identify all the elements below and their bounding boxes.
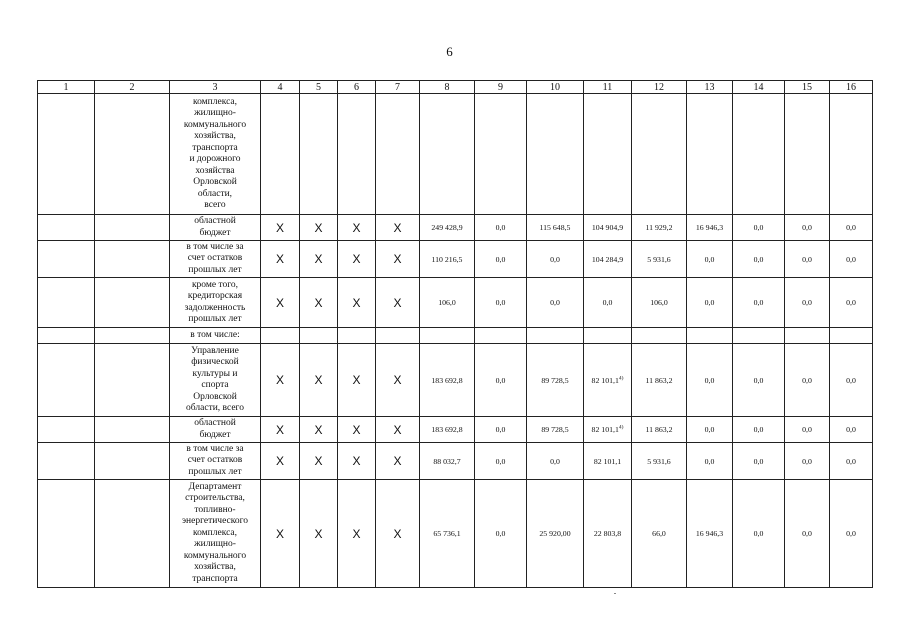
- value-cell: [527, 278, 584, 328]
- table-row: [38, 215, 873, 241]
- table-row: [38, 443, 873, 480]
- value-text: 0,0: [495, 223, 506, 232]
- value-cell: [584, 241, 632, 278]
- value-text: 82 101,1: [591, 425, 619, 434]
- column-header: 6: [338, 81, 376, 94]
- row-label: [170, 241, 261, 278]
- value-text: 0,0: [495, 298, 506, 307]
- value-cell: [785, 344, 830, 417]
- row-label: [170, 328, 261, 344]
- page-number: 6: [446, 44, 453, 59]
- value-text: 0,0: [753, 254, 764, 264]
- value-cell: [632, 215, 687, 241]
- column-header: 2: [95, 81, 170, 94]
- value-text: 0,0: [602, 298, 613, 307]
- row-label: [170, 480, 261, 588]
- value-cell: [632, 344, 687, 417]
- table-row: [38, 94, 873, 215]
- value-cell: [632, 480, 687, 588]
- value-cell: [830, 241, 873, 278]
- row-label-line: транспорта: [192, 142, 238, 153]
- row-label: [170, 443, 261, 480]
- cell-col2: [95, 94, 170, 215]
- value-text: 104 904,9: [591, 223, 624, 232]
- x-mark-cell: X: [376, 480, 420, 588]
- x-mark-cell: [261, 328, 300, 344]
- value-text: 5 931,6: [647, 456, 671, 466]
- column-header: 10: [527, 81, 584, 94]
- row-label-line: комплекса,: [192, 527, 238, 538]
- row-label: [170, 417, 261, 443]
- value-text: 0,0: [802, 254, 812, 264]
- value-text: 22 803,8: [593, 529, 622, 538]
- column-header: 3: [170, 81, 261, 94]
- value-cell: [687, 94, 733, 215]
- value-cell: [475, 443, 527, 480]
- value-cell: [733, 241, 785, 278]
- value-cell: [475, 328, 527, 344]
- value-cell: [632, 278, 687, 328]
- row-label-line: Управление: [191, 345, 239, 356]
- row-label-line: хозяйства,: [194, 131, 236, 141]
- value-text: 0,0: [846, 375, 856, 385]
- x-mark-cell: X: [261, 417, 300, 443]
- x-mark-cell: X: [300, 344, 338, 417]
- column-header: 9: [475, 81, 527, 94]
- row-label-line: области, всего: [186, 403, 244, 413]
- value-text: 82 101,1: [593, 456, 622, 466]
- table-row: [38, 278, 873, 328]
- value-cell: [785, 417, 830, 443]
- table-row: [38, 417, 873, 443]
- value-cell: [420, 480, 475, 588]
- value-cell: [830, 94, 873, 215]
- value-cell: [733, 215, 785, 241]
- column-header: 4: [261, 81, 300, 94]
- cell-col1: [38, 443, 95, 480]
- x-mark-cell: X: [261, 215, 300, 241]
- value-text: 0,0: [704, 375, 715, 385]
- row-label-line: областной: [194, 216, 236, 226]
- value-cell: [733, 328, 785, 344]
- value-text: 0,0: [753, 223, 764, 232]
- row-label-line: в том числе за: [186, 241, 244, 252]
- value-cell: [830, 215, 873, 241]
- row-label-line: спорта: [201, 380, 229, 390]
- value-cell: [527, 241, 584, 278]
- x-mark-cell: X: [300, 241, 338, 278]
- row-label: [170, 344, 261, 417]
- value-cell: [687, 241, 733, 278]
- value-text: 0,0: [802, 425, 812, 434]
- row-label-line: физической: [191, 357, 239, 367]
- value-cell: [632, 328, 687, 344]
- cell-col2: [95, 480, 170, 588]
- value-cell: [527, 94, 584, 215]
- x-mark-cell: X: [376, 241, 420, 278]
- value-cell: [420, 417, 475, 443]
- value-cell: [527, 443, 584, 480]
- row-label-line: хозяйства: [195, 165, 235, 176]
- value-cell: [785, 215, 830, 241]
- value-text: 0,0: [846, 254, 856, 264]
- value-cell: [830, 344, 873, 417]
- value-cell: [420, 215, 475, 241]
- value-text: 89 728,5: [541, 375, 569, 385]
- column-header: 14: [733, 81, 785, 94]
- footnote-marker: 4): [618, 424, 624, 431]
- value-text: 0,0: [802, 529, 812, 538]
- column-header: 16: [830, 81, 873, 94]
- value-text: 0,0: [495, 254, 506, 264]
- row-label-line: строительства,: [185, 493, 245, 504]
- value-cell: [632, 94, 687, 215]
- value-cell: [632, 443, 687, 480]
- x-mark-cell: X: [338, 443, 376, 480]
- cell-col1: [38, 241, 95, 278]
- value-cell: [687, 443, 733, 480]
- value-cell: [420, 278, 475, 328]
- row-label-line: транспорта: [192, 573, 238, 584]
- value-text: 0,0: [753, 298, 764, 307]
- row-label-line: бюджет: [199, 429, 231, 440]
- cell-col1: [38, 480, 95, 588]
- value-text: 0,0: [495, 456, 506, 466]
- row-label-line: задолженность: [184, 302, 246, 313]
- x-mark-cell: X: [338, 241, 376, 278]
- x-mark-cell: X: [300, 215, 338, 241]
- scan-speck: [614, 593, 616, 594]
- row-label: [170, 94, 261, 215]
- value-text: 106,0: [438, 298, 456, 307]
- row-label-line: комплекса,: [192, 96, 238, 107]
- row-label-line: счет остатков: [187, 455, 243, 466]
- value-text: 0,0: [846, 425, 856, 434]
- value-cell: [733, 417, 785, 443]
- value-cell: [785, 278, 830, 328]
- value-text: 0,0: [704, 254, 715, 264]
- value-text: 0,0: [550, 254, 560, 264]
- x-mark-cell: X: [376, 278, 420, 328]
- value-cell: [584, 278, 632, 328]
- column-header: 11: [584, 81, 632, 94]
- cell-col2: [95, 241, 170, 278]
- value-cell: [733, 94, 785, 215]
- value-text: 16 946,3: [695, 223, 724, 232]
- column-header: 15: [785, 81, 830, 94]
- x-mark-cell: X: [338, 417, 376, 443]
- value-text: 183 692,8: [431, 375, 463, 385]
- value-cell: [584, 443, 632, 480]
- value-cell: [420, 443, 475, 480]
- row-label-line: в том числе за: [186, 443, 244, 454]
- value-text: 0,0: [846, 223, 856, 232]
- value-text: 5 931,6: [647, 254, 671, 264]
- value-cell: [420, 344, 475, 417]
- x-mark-cell: X: [338, 344, 376, 417]
- value-cell: [475, 241, 527, 278]
- value-cell: [527, 480, 584, 588]
- value-cell: [527, 215, 584, 241]
- value-cell: [785, 480, 830, 588]
- x-mark-cell: X: [261, 241, 300, 278]
- value-text: 0,0: [495, 375, 506, 385]
- value-cell: [687, 480, 733, 588]
- x-mark-cell: X: [261, 344, 300, 417]
- cell-col2: [95, 344, 170, 417]
- value-cell: [584, 417, 632, 443]
- value-cell: [733, 480, 785, 588]
- value-text: 0,0: [753, 375, 764, 385]
- row-label-line: культуры и: [192, 368, 238, 379]
- value-text: 249 428,9: [431, 223, 463, 232]
- cell-col1: [38, 278, 95, 328]
- value-cell: [475, 215, 527, 241]
- value-text: 110 216,5: [431, 254, 463, 264]
- row-label-line: хозяйства,: [194, 562, 236, 573]
- value-text: 88 032,7: [433, 456, 461, 466]
- x-mark-cell: [376, 94, 420, 215]
- cell-col2: [95, 215, 170, 241]
- column-number-row: [38, 81, 873, 94]
- table-row: [38, 480, 873, 588]
- x-mark-cell: [338, 328, 376, 344]
- value-text: 0,0: [753, 529, 764, 538]
- row-label-line: прошлых лет: [188, 314, 242, 324]
- value-cell: [830, 328, 873, 344]
- value-text: 0,0: [802, 456, 812, 466]
- value-cell: [687, 278, 733, 328]
- value-text: 66,0: [652, 529, 666, 538]
- cell-col1: [38, 94, 95, 215]
- value-cell: [584, 328, 632, 344]
- row-label: [170, 215, 261, 241]
- table-row: [38, 241, 873, 278]
- value-cell: [830, 417, 873, 443]
- row-label-line: и дорожного: [189, 154, 241, 164]
- row-label-line: энергетического: [181, 516, 249, 527]
- x-mark-cell: X: [300, 443, 338, 480]
- row-label-line: Орловской: [193, 177, 237, 187]
- column-header: 13: [687, 81, 733, 94]
- value-cell: [830, 278, 873, 328]
- value-text: 0,0: [550, 456, 560, 466]
- value-cell: [785, 443, 830, 480]
- cell-col2: [95, 417, 170, 443]
- value-cell: [785, 94, 830, 215]
- value-cell: [475, 94, 527, 215]
- x-mark-cell: [338, 94, 376, 215]
- cell-col2: [95, 278, 170, 328]
- value-text: 0,0: [846, 298, 856, 307]
- value-text: 0,0: [550, 298, 560, 307]
- row-label-line: областной: [194, 418, 236, 428]
- value-cell: [687, 417, 733, 443]
- budget-table: [37, 80, 873, 588]
- value-text: 11 863,2: [645, 425, 673, 434]
- row-label-line: жилищно-: [194, 539, 236, 550]
- value-text: 106,0: [650, 298, 668, 307]
- x-mark-cell: X: [261, 480, 300, 588]
- x-mark-cell: X: [376, 443, 420, 480]
- value-text: 0,0: [802, 375, 812, 385]
- footnote-marker: 4): [618, 374, 624, 381]
- value-cell: [687, 344, 733, 417]
- value-text: 11 863,2: [645, 375, 673, 385]
- cell-col1: [38, 328, 95, 344]
- value-text: 0,0: [846, 529, 856, 538]
- row-label-line: счет остатков: [187, 253, 243, 264]
- cell-col1: [38, 344, 95, 417]
- value-text: 0,0: [753, 456, 764, 466]
- value-cell: [785, 328, 830, 344]
- row-label-line: всего: [204, 200, 226, 210]
- value-cell: [584, 344, 632, 417]
- value-cell: [584, 215, 632, 241]
- column-header: 12: [632, 81, 687, 94]
- cell-col1: [38, 215, 95, 241]
- row-label-line: коммунального: [183, 550, 247, 561]
- value-text: 0,0: [704, 298, 715, 307]
- value-cell: [687, 328, 733, 344]
- column-header: 8: [420, 81, 475, 94]
- value-cell: [475, 344, 527, 417]
- x-mark-cell: X: [300, 278, 338, 328]
- row-label: [170, 278, 261, 328]
- x-mark-cell: [261, 94, 300, 215]
- value-text: 104 284,9: [591, 254, 624, 264]
- value-cell: [475, 417, 527, 443]
- row-label-line: коммунального: [183, 119, 247, 130]
- x-mark-cell: X: [338, 215, 376, 241]
- value-cell: [733, 278, 785, 328]
- value-text: 0,0: [704, 425, 715, 434]
- value-cell: [420, 328, 475, 344]
- value-text: 16 946,3: [695, 529, 724, 538]
- value-cell: [475, 278, 527, 328]
- x-mark-cell: X: [376, 417, 420, 443]
- value-cell: [687, 215, 733, 241]
- row-label-line: в том числе:: [190, 329, 240, 340]
- value-cell: [420, 241, 475, 278]
- table-row: [38, 328, 873, 344]
- value-text: 0,0: [846, 456, 856, 466]
- row-label-line: кредиторская: [187, 291, 243, 301]
- value-cell: [527, 328, 584, 344]
- cell-col2: [95, 443, 170, 480]
- row-label-line: прошлых лет: [188, 466, 242, 477]
- value-cell: [475, 480, 527, 588]
- value-cell: [527, 417, 584, 443]
- x-mark-cell: [300, 94, 338, 215]
- x-mark-cell: X: [261, 278, 300, 328]
- x-mark-cell: X: [376, 215, 420, 241]
- value-text: 183 692,8: [431, 425, 463, 434]
- value-text: 89 728,5: [541, 425, 569, 434]
- column-header: 5: [300, 81, 338, 94]
- value-text: 0,0: [753, 425, 764, 434]
- value-cell: [785, 241, 830, 278]
- value-cell: [830, 443, 873, 480]
- row-label-line: Орловской: [193, 391, 237, 402]
- row-label-line: кроме того,: [191, 279, 239, 290]
- value-cell: [733, 443, 785, 480]
- value-text: 0,0: [495, 529, 506, 538]
- column-header: 1: [38, 81, 95, 94]
- cell-col2: [95, 328, 170, 344]
- x-mark-cell: X: [376, 344, 420, 417]
- table-row: [38, 344, 873, 417]
- value-text: 65 736,1: [433, 529, 461, 538]
- x-mark-cell: X: [261, 443, 300, 480]
- value-cell: [527, 344, 584, 417]
- row-label-line: жилищно-: [194, 108, 236, 118]
- value-cell: [584, 480, 632, 588]
- value-text: 11 929,2: [645, 223, 673, 232]
- value-text: 0,0: [704, 456, 715, 466]
- cell-col1: [38, 417, 95, 443]
- x-mark-cell: [376, 328, 420, 344]
- x-mark-cell: X: [338, 278, 376, 328]
- x-mark-cell: X: [338, 480, 376, 588]
- x-mark-cell: [300, 328, 338, 344]
- value-cell: [733, 344, 785, 417]
- row-label-line: области,: [197, 188, 233, 199]
- value-cell: [830, 480, 873, 588]
- value-text: 0,0: [802, 223, 812, 232]
- value-cell: [584, 94, 632, 215]
- x-mark-cell: X: [300, 480, 338, 588]
- x-mark-cell: X: [300, 417, 338, 443]
- value-text: 25 920,00: [539, 529, 571, 538]
- value-text: 0,0: [495, 425, 506, 434]
- value-text: 82 101,1: [591, 375, 619, 385]
- value-text: 0,0: [802, 298, 812, 307]
- row-label-line: топливно-: [194, 504, 236, 515]
- row-label-line: Департамент: [188, 481, 242, 492]
- value-cell: [632, 241, 687, 278]
- row-label-line: бюджет: [199, 227, 231, 238]
- row-label-line: прошлых лет: [188, 264, 242, 275]
- value-cell: [632, 417, 687, 443]
- value-cell: [420, 94, 475, 215]
- value-text: 115 648,5: [539, 223, 571, 232]
- column-header: 7: [376, 81, 420, 94]
